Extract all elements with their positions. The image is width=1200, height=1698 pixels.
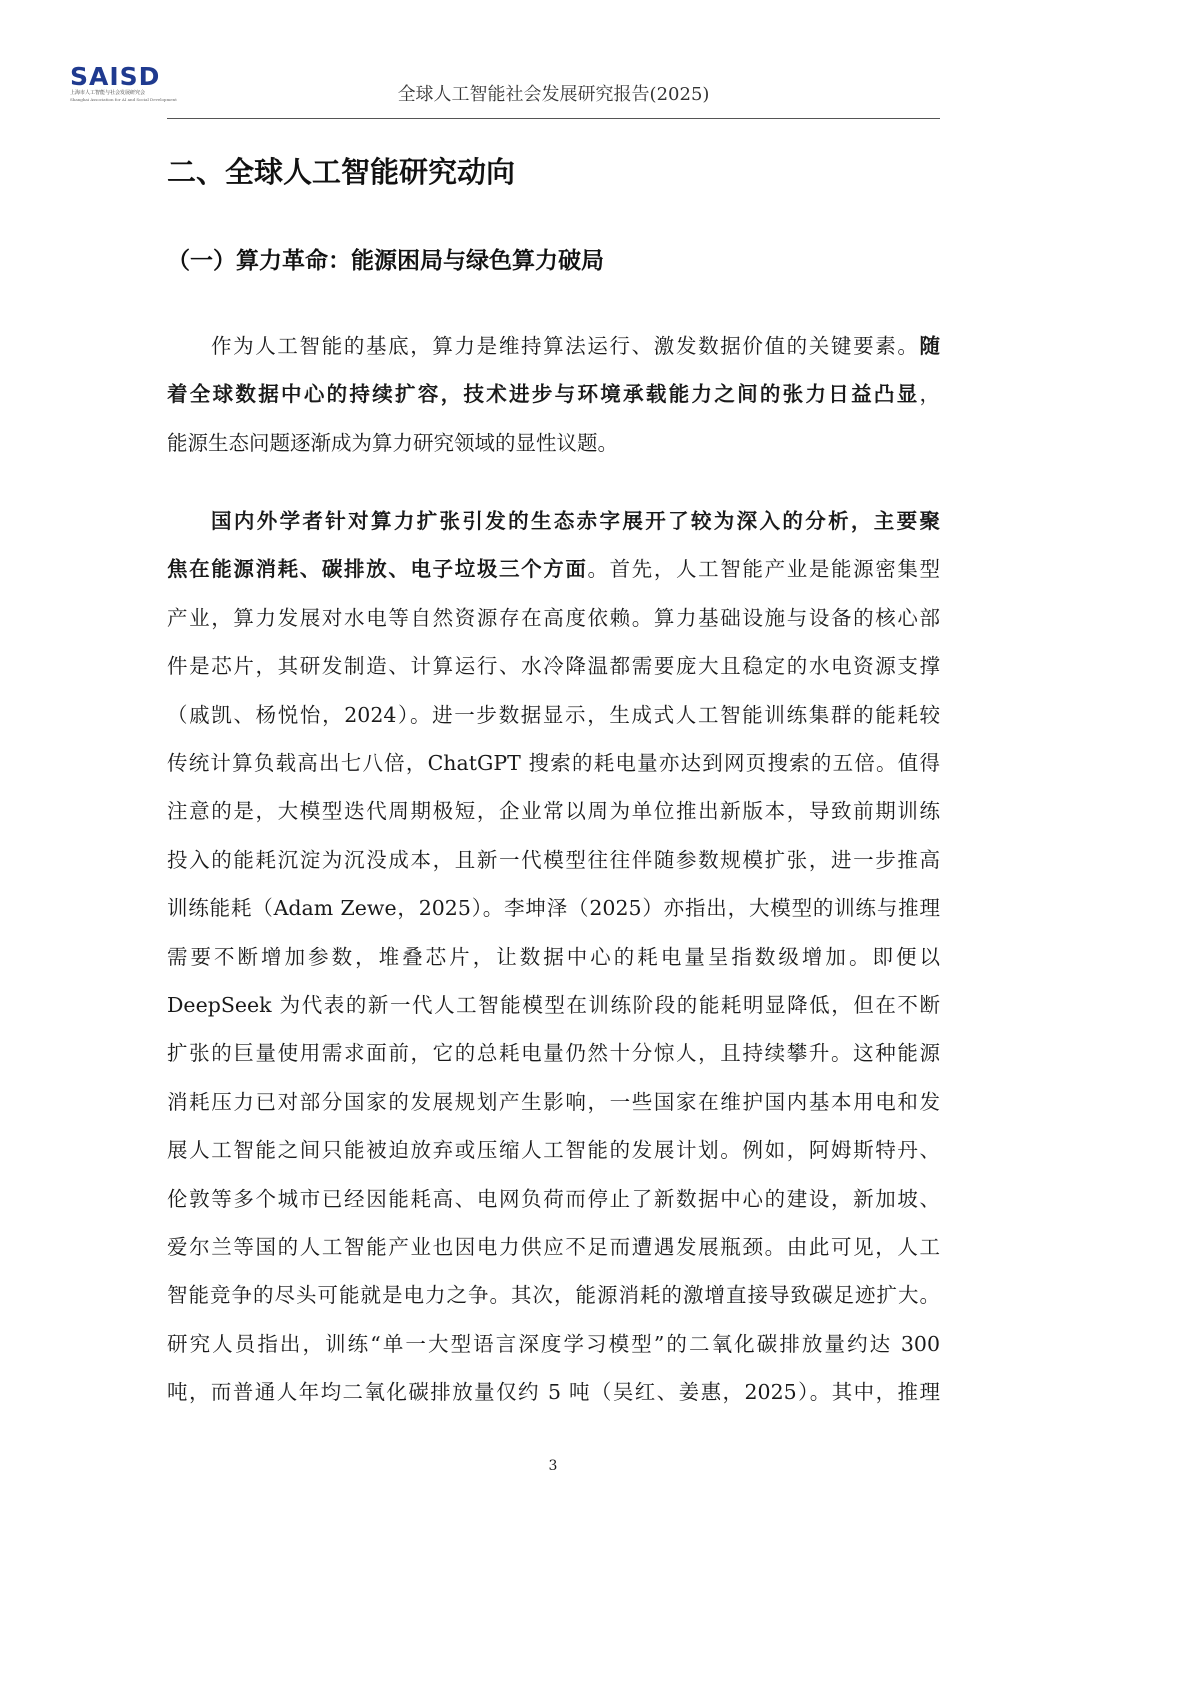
text-line: [167, 604, 940, 632]
text-line: [167, 701, 940, 729]
text-span: ，: [919, 382, 940, 407]
logo: [70, 62, 177, 103]
text-span: 件是芯片，其研发制造、计算运行、水冷降温都需要庞大且稳定的水电资源支撑: [167, 654, 940, 679]
text-line: [167, 1136, 940, 1164]
bold-text: 国内外学者针对算力扩张引发的生态赤字展开了较为深入的分析，主要聚: [211, 509, 940, 533]
running-header-title: 全球人工智能社会发展研究报告(2025): [397, 84, 710, 105]
text-line: [167, 555, 940, 583]
text-span: 传统计算负载高出七八倍，ChatGPT 搜索的耗电量亦达到网页搜索的五倍。值得: [167, 751, 940, 775]
text-span: 投入的能耗沉淀为沉没成本，且新一代模型往往伴随参数规模扩张，进一步推高: [167, 847, 940, 872]
text-line: [167, 429, 940, 457]
text-line: [167, 991, 940, 1019]
text-span: 伦敦等多个城市已经因能耗高、电网负荷而停止了新数据中心的建设，新加坡、: [167, 1186, 940, 1211]
text-span: （戚凯、杨悦怡，2024）。进一步数据显示，生成式人工智能训练集群的能耗较: [167, 702, 940, 727]
bold-text: 着全球数据中心的持续扩容，技术进步与环境承载能力之间的张力日益凸显: [167, 382, 920, 407]
text-span: 作为人工智能的基底，算力是维持算法运行、激发数据价值的关键要素。: [211, 334, 920, 358]
text-line: [167, 1039, 940, 1067]
text-span: 展人工智能之间只能被迫放弃或压缩人工智能的发展计划。例如，阿姆斯特丹、: [167, 1138, 940, 1163]
text-line: [167, 1185, 940, 1213]
text-span: DeepSeek 为代表的新一代人工智能模型在训练阶段的能耗明显降低，但在不断: [167, 993, 940, 1017]
subsection-heading: （一）算力革命：能源困局与绿色算力破局: [167, 248, 604, 274]
header-divider: [167, 118, 940, 119]
bold-text: 随: [919, 334, 940, 358]
text-span: 消耗压力已对部分国家的发展规划产生影响，一些国家在维护国内基本用电和发: [167, 1089, 940, 1114]
text-line: [167, 652, 940, 680]
text-line: [167, 797, 940, 825]
text-span: 产业，算力发展对水电等自然资源存在高度依赖。算力基础设施与设备的核心部: [167, 605, 940, 630]
text-span: 爱尔兰等国的人工智能产业也因电力供应不足而遭遇发展瓶颈。由此可见，人工: [167, 1235, 940, 1259]
text-span: 扩张的巨量使用需求面前，它的总耗电量仍然十分惊人，且持续攀升。这种能源: [167, 1041, 940, 1066]
text-line: [167, 1233, 940, 1261]
text-line: [167, 894, 940, 922]
text-line: [167, 1330, 940, 1358]
text-span: 智能竞争的尽头可能就是电力之争。其次，能源消耗的激增直接导致碳足迹扩大。: [167, 1283, 940, 1308]
text-line: [167, 1088, 940, 1116]
text-span: 。首先，人工智能产业是能源密集型: [587, 557, 941, 582]
page-number: 3: [548, 1458, 558, 1474]
text-line: [211, 507, 940, 535]
text-line: [211, 332, 940, 360]
logo-mark: SAISD: [70, 62, 161, 91]
logo-subtitle: 上海市人工智能与社会发展研究会: [70, 90, 146, 96]
logo-subtitle-en: Shanghai Association for AI and Social Development: [70, 97, 177, 102]
text-line: [167, 943, 940, 971]
text-line: [167, 1281, 940, 1309]
section-heading: 二、全球人工智能研究动向: [167, 155, 516, 189]
text-line: [167, 846, 940, 874]
bold-text: 焦在能源消耗、碳排放、电子垃圾三个方面: [167, 557, 588, 582]
text-line: [167, 380, 940, 408]
text-span: 训练能耗（Adam Zewe，2025）。李坤泽（2025）亦指出，大模型的训练与推理: [167, 896, 940, 921]
text-span: 研究人员指出，训练“单一大型语言深度学习模型”的二氧化碳排放量约达 300: [167, 1331, 940, 1356]
text-line: [167, 1378, 940, 1406]
text-line: [167, 749, 940, 777]
text-span: 需要不断增加参数，堆叠芯片，让数据中心的耗电量呈指数级增加。即便以: [167, 944, 940, 969]
text-span: 注意的是，大模型迭代周期极短，企业常以周为单位推出新版本，导致前期训练: [167, 799, 940, 824]
text-span: 吨，而普通人年均二氧化碳排放量仅约 5 吨（吴红、姜惠，2025）。其中，推理: [167, 1380, 940, 1405]
text-span: 能源生态问题逐渐成为算力研究领域的显性议题。: [167, 430, 618, 455]
